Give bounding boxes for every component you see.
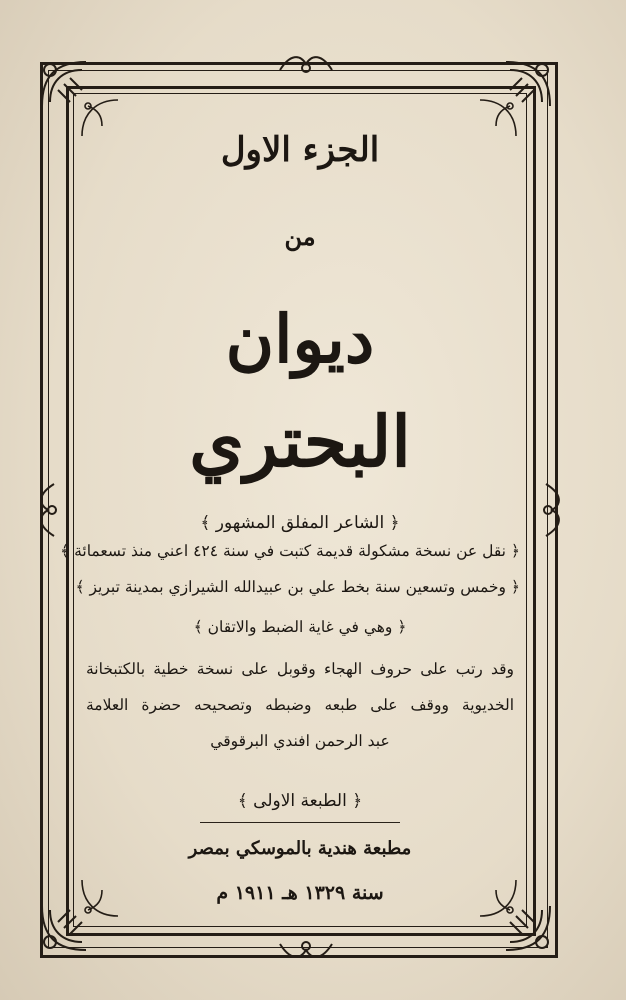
source-line-2: ﴿ وخمس وتسعين سنة بخط علي بن عبيدالله الشيرازي بمدينة تبريز ﴾: [75, 578, 520, 596]
editing-line-2: الخديوية ووقف على طبعه وضبطه وتصحيحه حضرة العلامة: [86, 696, 514, 714]
poet-description: ﴿ الشاعر المفلق المشهور ﴾: [200, 513, 400, 533]
editing-line-1: وقد رتب على حروف الهجاء وقوبل على نسخة خطية بالكتبخانة: [86, 660, 514, 678]
publication-date: سنة ١٣٢٩ هـ ١٩١١ م: [216, 882, 384, 904]
right-center-ornament: [540, 480, 564, 540]
title-page-content: [60, 100, 520, 920]
poet-name: البحتري: [189, 400, 411, 483]
top-center-ornament: [276, 52, 336, 76]
volume-title: الجزء الاول: [220, 130, 380, 170]
bottom-center-ornament: [276, 938, 336, 962]
divider-rule: [200, 822, 400, 823]
diwan-title: ديوان: [225, 300, 375, 378]
source-line-1: ﴿ نقل عن نسخة مشكولة قديمة كتبت في سنة ٤٢٤ اعني منذ تسعمائة ﴾: [60, 542, 520, 560]
editor-name: عبد الرحمن افندي البرقوقي: [210, 732, 390, 750]
left-center-ornament: [36, 480, 60, 540]
edition-label: ﴿ الطبعة الاولى ﴾: [237, 791, 363, 811]
precision-note: ﴿ وهي في غاية الضبط والاتقان ﴾: [193, 618, 407, 636]
from-word: من: [284, 222, 316, 251]
press-name: مطبعة هندية بالموسكي بمصر: [188, 838, 412, 859]
